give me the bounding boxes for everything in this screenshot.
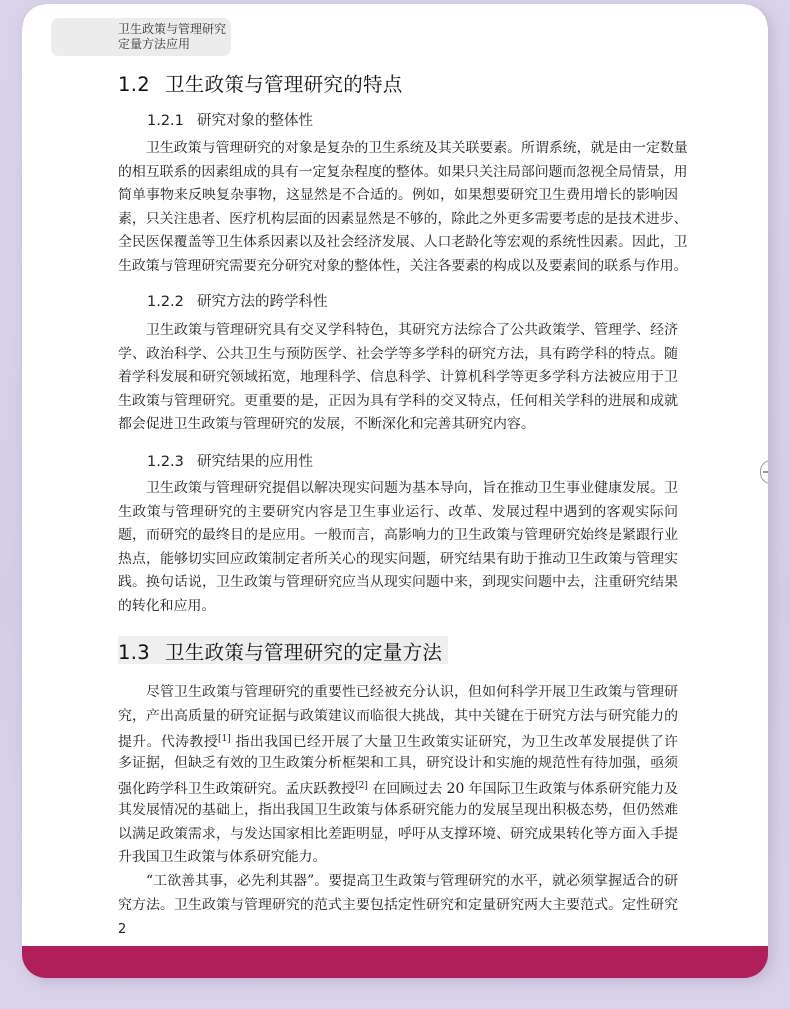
text-line: 升我国卫生政策与体系研究能力。 bbox=[118, 849, 327, 866]
paragraph-1-3-a bbox=[118, 681, 678, 870]
text-line: 以满足政策需求，与发达国家相比差距明显，呼吁从支撑环境、研究成果转化等方面入手提 bbox=[118, 825, 678, 842]
text-line: 题，而研究的最终目的是应用。一般而言，高影响力的卫生政策与管理研究始终是紧跟行业 bbox=[118, 527, 678, 544]
running-head-line1: 卫生政策与管理研究 bbox=[118, 22, 227, 36]
paragraph-1-3-b bbox=[118, 870, 678, 917]
text-line: 卫生政策与管理研究的对象是复杂的卫生系统及其关联要素。所谓系统，就是由一定数量 bbox=[146, 140, 688, 156]
text-line: 热点，能够切实回应政策制定者所关心的现实问题，研究结果有助于推动卫生政策与管理实 bbox=[118, 550, 678, 567]
section-number: 1.2 bbox=[118, 73, 150, 96]
subsection-number: 1.2.1 bbox=[147, 113, 184, 129]
citation-ref[interactable]: [1] bbox=[218, 734, 231, 745]
subsection-title: 研究结果的应用性 bbox=[197, 454, 313, 470]
section-title: 卫生政策与管理研究的定量方法 bbox=[165, 641, 443, 664]
subsection-heading-1-2-2 bbox=[147, 290, 328, 311]
text-line: “工欲善其事，必先利其器”。要提高卫生政策与管理研究的水平，就必须掌握适合的研 bbox=[146, 873, 678, 889]
paragraph-1-2-2 bbox=[118, 319, 678, 437]
text-line: 尽管卫生政策与管理研究的重要性已经被充分认识，但如何科学开展卫生政策与管理研 bbox=[146, 684, 678, 700]
subsection-heading-1-2-3 bbox=[147, 450, 313, 471]
citation-ref[interactable]: [2] bbox=[355, 781, 368, 792]
text-line: 生政策与管理研究需要充分研究对象的整体性，关注各要素的构成以及要素间的联系与作用。 bbox=[118, 257, 688, 274]
running-head bbox=[51, 18, 231, 56]
running-head-line2: 定量方法应用 bbox=[118, 37, 191, 51]
text-line: 究，产出高质量的研究证据与政策建议而临很大挑战，其中关键在于研究方法与研究能力的 bbox=[118, 707, 678, 724]
paragraph-1-2-3 bbox=[118, 477, 678, 619]
section-number: 1.3 bbox=[118, 641, 150, 664]
text-line: 践。换句话说，卫生政策与管理研究应当从现实问题中来，到现实问题中去，注重研究结果 bbox=[118, 574, 678, 591]
book-page bbox=[22, 4, 768, 978]
subsection-number: 1.2.3 bbox=[147, 454, 184, 470]
text-line bbox=[118, 728, 678, 752]
text-line: 着学科发展和研究领域拓宽，地理科学、信息科学、计算机科学等更多学科方法被应用于卫 bbox=[118, 369, 678, 386]
text-segment: 提升。代涛教授 bbox=[118, 734, 218, 751]
section-title: 卫生政策与管理研究的特点 bbox=[165, 73, 403, 96]
text-line: 全民医保覆盖等卫生体系因素以及社会经济发展、人口老龄化等宏观的系统性因素。因此，卫 bbox=[118, 234, 688, 251]
text-segment: 在回顾过去 20 年国际卫生政策与体系研究能力及 bbox=[372, 781, 678, 798]
text-line bbox=[118, 775, 678, 799]
text-line: 的转化和应用。 bbox=[118, 597, 216, 614]
text-line: 素，只关注患者、医疗机构层面的因素显然是不够的，除此之外更多需要考虑的是技术进步、 bbox=[118, 210, 688, 227]
text-line: 简单事物来反映复杂事物，这显然是不合适的。例如，如果想要研究卫生费用增长的影响因 bbox=[118, 187, 678, 204]
paragraph-1-2-1 bbox=[118, 137, 688, 279]
text-line: 都会促进卫生政策与管理研究的发展，不断深化和完善其研究内容。 bbox=[118, 416, 535, 433]
text-line: 究方法。卫生政策与管理研究的范式主要包括定性研究和定量研究两大主要范式。定性研究 bbox=[118, 896, 678, 913]
paper-area bbox=[22, 4, 768, 946]
text-line: 的相互联系的因素组成的具有一定复杂程度的整体。如果只关注局部问题而忽视全局情景，用 bbox=[118, 163, 688, 180]
text-line: 其发展情况的基础上，指出我国卫生政策与体系研究能力的发展呈现出积极态势，但仍然难 bbox=[118, 801, 678, 818]
section-heading-1-3 bbox=[118, 637, 442, 665]
subsection-heading-1-2-1 bbox=[147, 109, 313, 130]
text-line: 生政策与管理研究的主要研究内容是卫生事业运行、改革、发展过程中遇到的客观实际问 bbox=[118, 503, 678, 520]
text-line: 生政策与管理研究。更重要的是，正因为具有学科的交叉特点，任何相关学科的进展和成就 bbox=[118, 392, 678, 409]
text-segment: 强化跨学科卫生政策研究。孟庆跃教授 bbox=[118, 781, 356, 798]
text-line: 多证据，但缺乏有效的卫生政策分析框架和工具，研究设计和实施的规范性有待加强，亟须 bbox=[118, 754, 678, 771]
subsection-number: 1.2.2 bbox=[147, 294, 184, 310]
text-segment: 指出我国已经开展了大量卫生政策实证研究，为卫生改革发展提供了许 bbox=[235, 734, 678, 751]
subsection-title: 研究方法的跨学科性 bbox=[197, 294, 328, 310]
section-heading-1-2 bbox=[118, 69, 403, 97]
page-number: 2 bbox=[118, 922, 127, 937]
subsection-title: 研究对象的整体性 bbox=[197, 113, 313, 129]
text-line: 卫生政策与管理研究提倡以解决现实问题为基本导向，旨在推动卫生事业健康发展。卫 bbox=[146, 480, 678, 496]
text-line: 学、政治科学、公共卫生与预防医学、社会学等多学科的研究方法，具有跨学科的特点。随 bbox=[118, 345, 678, 362]
text-line: 卫生政策与管理研究具有交叉学科特色，其研究方法综合了公共政策学、管理学、经济 bbox=[146, 322, 678, 338]
